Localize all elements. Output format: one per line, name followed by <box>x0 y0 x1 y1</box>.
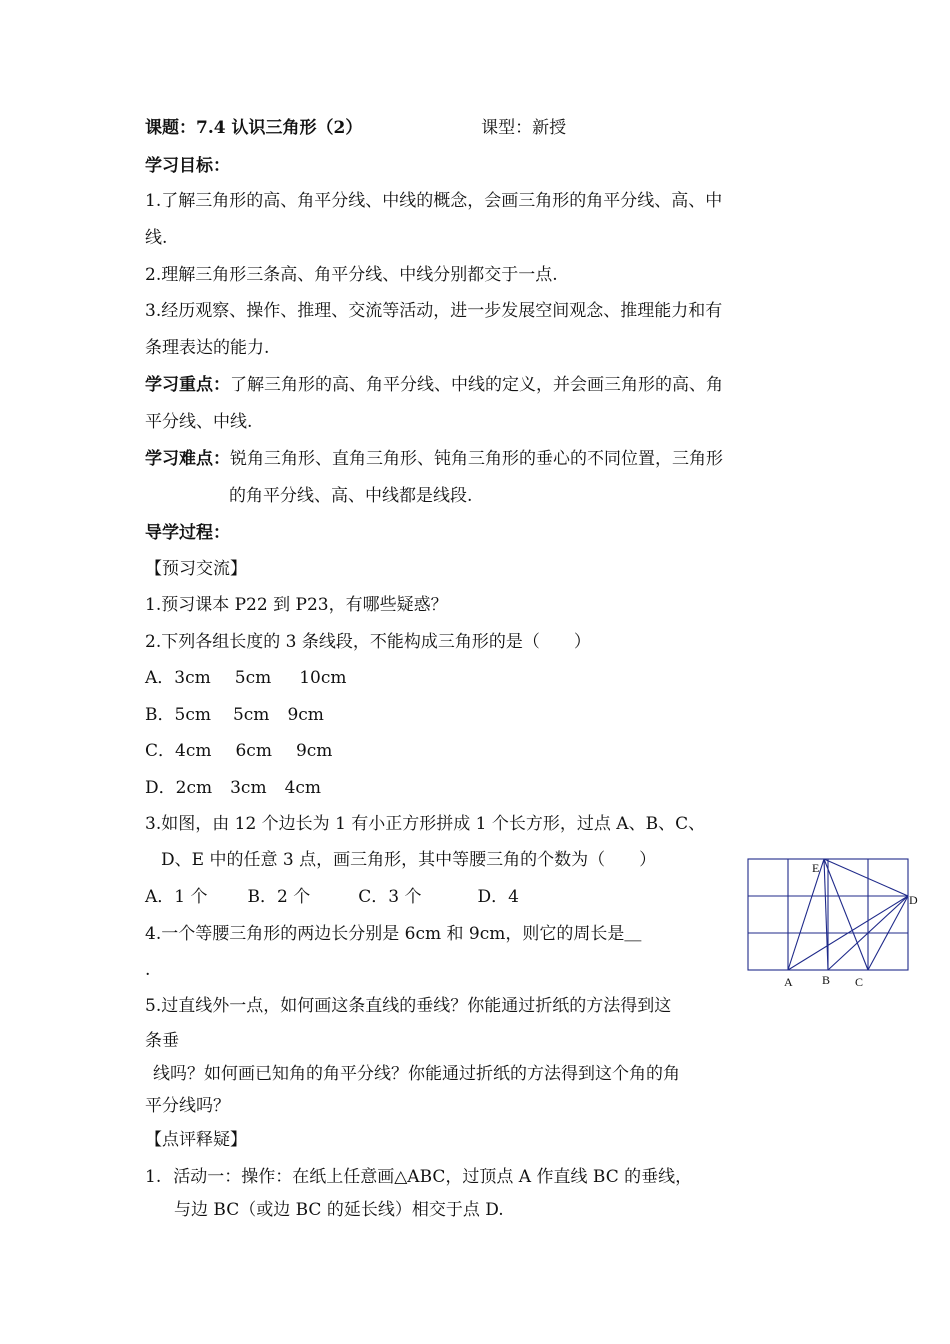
grid-triangle-figure <box>740 853 925 993</box>
difficulties-line-1 <box>145 449 723 469</box>
difficulties-label: 学习难点： <box>145 449 230 469</box>
question-3-line-1: 3.如图，由 12 个边长为 1 有小正方形拼成 1 个长方形，过点 A、B、C、 <box>145 814 706 834</box>
key-points-label: 学习重点： <box>145 375 230 395</box>
question-1: 1.预习课本 P22 到 P23，有哪些疑惑？ <box>145 595 448 615</box>
title-label: 课题： <box>145 118 196 138</box>
question-5-line-4: 平分线吗？ <box>145 1096 230 1116</box>
label-A: A <box>784 975 793 989</box>
question-3-line-2: D、E 中的任意 3 点，画三角形，其中等腰三角的个数为（ ） <box>161 850 657 870</box>
label-D: D <box>909 893 918 907</box>
goal-3-line-1: 3.经历观察、操作、推理、交流等活动，进一步发展空间观念、推理能力和有 <box>145 301 723 321</box>
activity-text: 活动一：操作：在纸上任意画△ABC，过顶点 A 作直线 BC 的垂线， <box>173 1167 693 1187</box>
question-4-line-1: 4.一个等腰三角形的两边长分别是 6cm 和 9cm，则它的周长是＿ <box>145 924 642 944</box>
label-C: C <box>855 975 864 989</box>
type-label: 课型： <box>481 118 533 138</box>
lesson-header <box>145 118 566 138</box>
question-5-line-2: 条垂 <box>145 1031 179 1051</box>
key-points-text: 了解三角形的高、角平分线、中线的定义，并会画三角形的高、角 <box>230 375 723 395</box>
activity-line-2: 与边 BC（或边 BC 的延长线）相交于点 D. <box>174 1200 504 1220</box>
q2-option-c: C．4cm 6cm 9cm <box>145 741 333 761</box>
key-points-line-2: 平分线、中线. <box>145 412 253 432</box>
activity-number: 1. <box>145 1167 162 1187</box>
q2-option-b: B．5cm 5cm 9cm <box>145 705 324 725</box>
goal-3-line-2: 条理表达的能力. <box>145 338 270 358</box>
key-points-line-1 <box>145 375 723 395</box>
review-heading: 【点评释疑】 <box>145 1130 247 1150</box>
question-4-line-2: . <box>145 960 151 980</box>
goals-heading: 学习目标： <box>145 156 230 176</box>
lesson-type: 新授 <box>532 118 567 138</box>
preview-heading: 【预习交流】 <box>145 559 247 579</box>
question-5-line-3: 线吗？如何画已知角的角平分线？你能通过折纸的方法得到这个角的角 <box>153 1064 680 1084</box>
question-5-line-1: 5.过直线外一点，如何画这条直线的垂线？你能通过折纸的方法得到这 <box>145 996 672 1016</box>
q2-option-a: A．3cm 5cm 10cm <box>145 668 347 688</box>
goal-1-line-2: 线. <box>145 228 168 248</box>
goal-1-line-1: 1.了解三角形的高、角平分线、中线的概念，会画三角形的角平分线、高、中 <box>145 191 723 211</box>
goal-2: 2.理解三角形三条高、角平分线、中线分别都交于一点. <box>145 265 558 285</box>
difficulties-text: 锐角三角形、直角三角形、钝角三角形的垂心的不同位置，三角形 <box>230 449 723 469</box>
question-2-stem: 2.下列各组长度的 3 条线段，不能构成三角形的是（ ） <box>145 632 591 652</box>
process-heading: 导学过程： <box>145 523 230 543</box>
q3-options: A．1 个 B．2 个 C．3 个 D．4 <box>145 887 519 907</box>
label-E: E <box>812 861 820 875</box>
difficulties-line-2: 的角平分线、高、中线都是线段. <box>229 486 473 506</box>
segment-AE <box>788 859 824 970</box>
q2-option-d: D．2cm 3cm 4cm <box>145 778 322 798</box>
segment-EB <box>824 859 828 970</box>
label-B: B <box>822 973 831 987</box>
lesson-title: 7.4 认识三角形（2） <box>196 118 363 138</box>
activity-line-1 <box>145 1167 692 1187</box>
